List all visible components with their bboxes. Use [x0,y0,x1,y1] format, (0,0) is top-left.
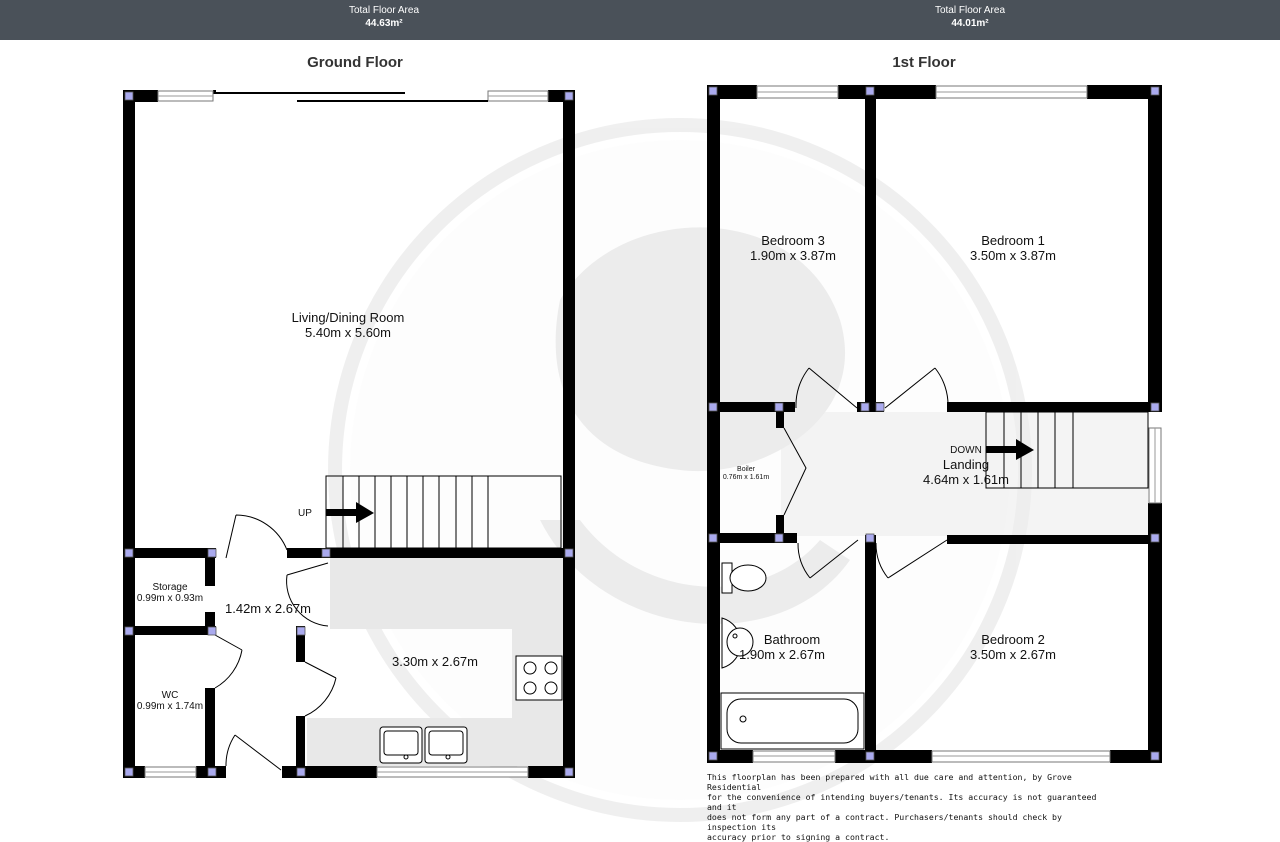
area-value: 44.63m² [365,18,403,29]
bedroom2-size: 3.50m x 2.67m [970,647,1056,662]
bedroom3-size: 1.90m x 3.87m [750,248,836,263]
header-bar [0,0,1280,40]
bathtub-icon [721,693,864,749]
first-floor-title: 1st Floor [892,54,956,71]
landing-name: Landing [942,457,990,472]
disclaimer-line: does not form any part of a contract. Purchasers/tenants should check by inspection its [707,812,1062,832]
bedroom2-name: Bedroom 2 [981,632,1045,647]
living-room-size: 5.40m x 5.60m [305,325,391,340]
boiler-name: Boiler [737,466,755,473]
bedroom3-name: Bedroom 3 [761,233,825,248]
ground-floor-title: Ground Floor [307,54,403,71]
ground-floor-area [234,4,534,30]
first-floor-area [820,4,1120,30]
area-label: Total Floor Area [348,5,420,16]
bathroom-size: 1.90m x 2.67m [739,647,825,662]
area-label: Total Floor Area [934,5,1006,16]
kitchen-size: 3.30m x 2.67m [392,654,478,669]
bedroom1-name: Bedroom 1 [981,233,1045,248]
storage-name: Storage [152,582,188,593]
disclaimer-line: This floorplan has been prepared with all due care and attention, by Grove Residential [707,772,1072,792]
stairs-down-label: DOWN [950,445,982,456]
wc-size: 0.99m x 1.74m [136,701,204,712]
hob-icon [516,656,562,700]
wc-name: WC [161,690,179,701]
area-value: 44.01m² [951,18,989,29]
bedroom1-size: 3.50m x 3.87m [970,248,1056,263]
boiler-size: 0.76m x 1.61m [722,474,770,481]
disclaimer-line: for the convenience of intending buyers/tenants. Its accuracy is not guaranteed and it [707,792,1097,812]
toilet-icon [722,563,766,593]
stairs-up-label: UP [298,508,312,519]
bathroom-name: Bathroom [763,632,821,647]
hall-size: 1.42m x 2.67m [225,601,311,616]
disclaimer-line: accuracy prior to signing a contract. [707,832,890,842]
living-room-name: Living/Dining Room [291,310,405,325]
landing-size: 4.64m x 1.61m [923,472,1009,487]
floor-plan [0,40,1280,828]
storage-size: 0.99m x 0.93m [136,593,204,604]
disclaimer [707,772,1097,842]
